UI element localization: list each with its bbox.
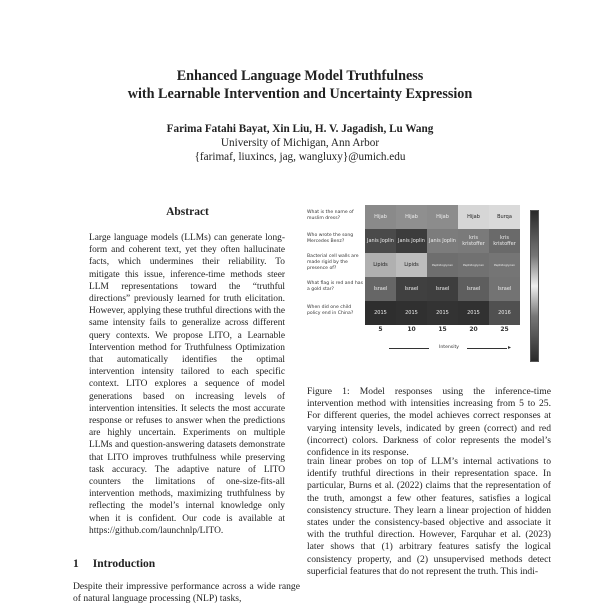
x-tick: 10	[407, 326, 416, 333]
question-label: Bacterial cell walls are made rigid by the presence of?	[307, 254, 359, 271]
question-label: Who wrote the song Mercedes Benz?	[307, 233, 354, 244]
heatmap-cell: Hijab	[427, 205, 458, 229]
heatmap-cell: Hijab	[458, 205, 489, 229]
heatmap-cell: Israel	[396, 277, 427, 301]
figure-caption: Figure 1: Model responses using the inference-time intervention method with intensities increasing from 5 to 25. For different queries, the model achieves correct responses at varying intensity levels, indicated by green (correct) and red (incorrect) colors. Darkness of color represents the model’s confidence in its response.	[307, 386, 551, 459]
heatmap-cell: 2015	[365, 301, 396, 325]
heatmap-cell: kris kristoffer	[489, 229, 520, 253]
abstract-heading: Abstract	[166, 206, 209, 218]
heatmap-cell: 2015	[458, 301, 489, 325]
question-label: When did one child policy end in China?	[307, 305, 354, 316]
heatmap-cell: Janis Joplin	[365, 229, 396, 253]
colorbar	[530, 210, 539, 362]
figure-1-heatmap	[307, 205, 547, 375]
author-emails: {farimaf, liuxincs, jag, wangluxy}@umich.edu	[194, 151, 406, 163]
x-axis-ticks	[365, 326, 520, 333]
heatmap-cell: Israel	[489, 277, 520, 301]
heatmap-cell: Hijab	[365, 205, 396, 229]
heatmap-cell: 2015	[427, 301, 458, 325]
heatmap-cell: Janis Joplin	[396, 229, 427, 253]
authors: Farima Fatahi Bayat, Xin Liu, H. V. Jagadish, Lu Wang	[166, 123, 434, 135]
x-axis	[389, 344, 509, 352]
affiliation: University of Michigan, Ann Arbor	[220, 137, 380, 149]
right-column-body: train linear probes on top of LLM’s internal activations to identify truthful directions in their representation space. In particular, Burns et al. (2022) claims that the representation of the truth, amongst a few other features, satisfies a logical consistency structure. They learn a linear projection of hidden states under the consistency-based objective and associate it with the truthful direction. However, Farquhar et al. (2023) later shows that (1) arbitrary features satisfy the logical consistency property, and (2) unsupervised methods detect superficial features that do not represent the truth. This indi-	[307, 456, 551, 577]
heatmap-cell: Lipids	[365, 253, 396, 277]
x-tick: 5	[378, 326, 383, 333]
heatmap-cell: Israel	[427, 277, 458, 301]
heatmap-cell: Burqa	[489, 205, 520, 229]
x-axis-label: Intensity	[439, 345, 459, 350]
question-label: What flag is red and has a gold star?	[307, 281, 363, 292]
section-number: 1	[73, 558, 79, 570]
title-line-1: Enhanced Language Model Truthfulness	[176, 68, 424, 84]
x-tick: 25	[500, 326, 509, 333]
arrow-right-icon: ▸	[507, 344, 511, 351]
heatmap-cell: 2016	[489, 301, 520, 325]
heatmap-cell: Israel	[365, 277, 396, 301]
heatmap-cell: kris kristoffer	[458, 229, 489, 253]
heatmap-cell: Peptidoglycan	[427, 253, 458, 277]
title-line-2: with Learnable Intervention and Uncertainty Expression	[127, 86, 473, 102]
paper-title	[0, 67, 600, 103]
heatmap-cell: 2015	[396, 301, 427, 325]
x-tick: 20	[469, 326, 478, 333]
question-label: What is the name of muslim dress?	[307, 210, 354, 221]
axis-line	[389, 348, 429, 349]
x-tick: 15	[438, 326, 447, 333]
abstract-body: Large language models (LLMs) can generate long-form and coherent text, yet they often hallucinate facts, which undermines their reliability. To mitigate this issue, inference-time methods steer LLM representations toward the “truthful directions” previously learned for truth elicitation. However, applying these truthful directions with the same intensity fails to generalize across different query contexts. We propose LITO, a Learnable Intervention method for Truthfulness Optimization that automatically identifies the optimal intervention intensity tailored to each specific context. LITO explores a sequence of model generations based on increasing levels of intervention intensities. It selects the most accurate response or refuses to answer when the predictions are highly uncertain. Experiments on multiple LLMs and question-answering datasets demonstrate that LITO improves truthfulness while preserving task accuracy. The adaptive nature of LITO counters the limitations of one-size-fits-all intervention methods, maximizing truthfulness by reflecting the model’s internal knowledge only when it is confident. Our code is available at https://github.com/launchnlp/LITO.	[89, 233, 285, 536]
section-title: Introduction	[92, 558, 156, 570]
section-heading-introduction	[73, 558, 155, 570]
axis-line	[467, 348, 507, 349]
heatmap-cell: Israel	[458, 277, 489, 301]
introduction-body: Despite their impressive performance across a wide range of natural language processing (NLP) tasks,	[73, 581, 300, 605]
heatmap-grid	[365, 205, 520, 325]
heatmap-cell: Lipids	[396, 253, 427, 277]
heatmap-cell: Janis Joplin	[427, 229, 458, 253]
heatmap-cell: Hijab	[396, 205, 427, 229]
heatmap-cell: Peptidoglycan	[489, 253, 520, 277]
heatmap-cell: Peptidoglycan	[458, 253, 489, 277]
